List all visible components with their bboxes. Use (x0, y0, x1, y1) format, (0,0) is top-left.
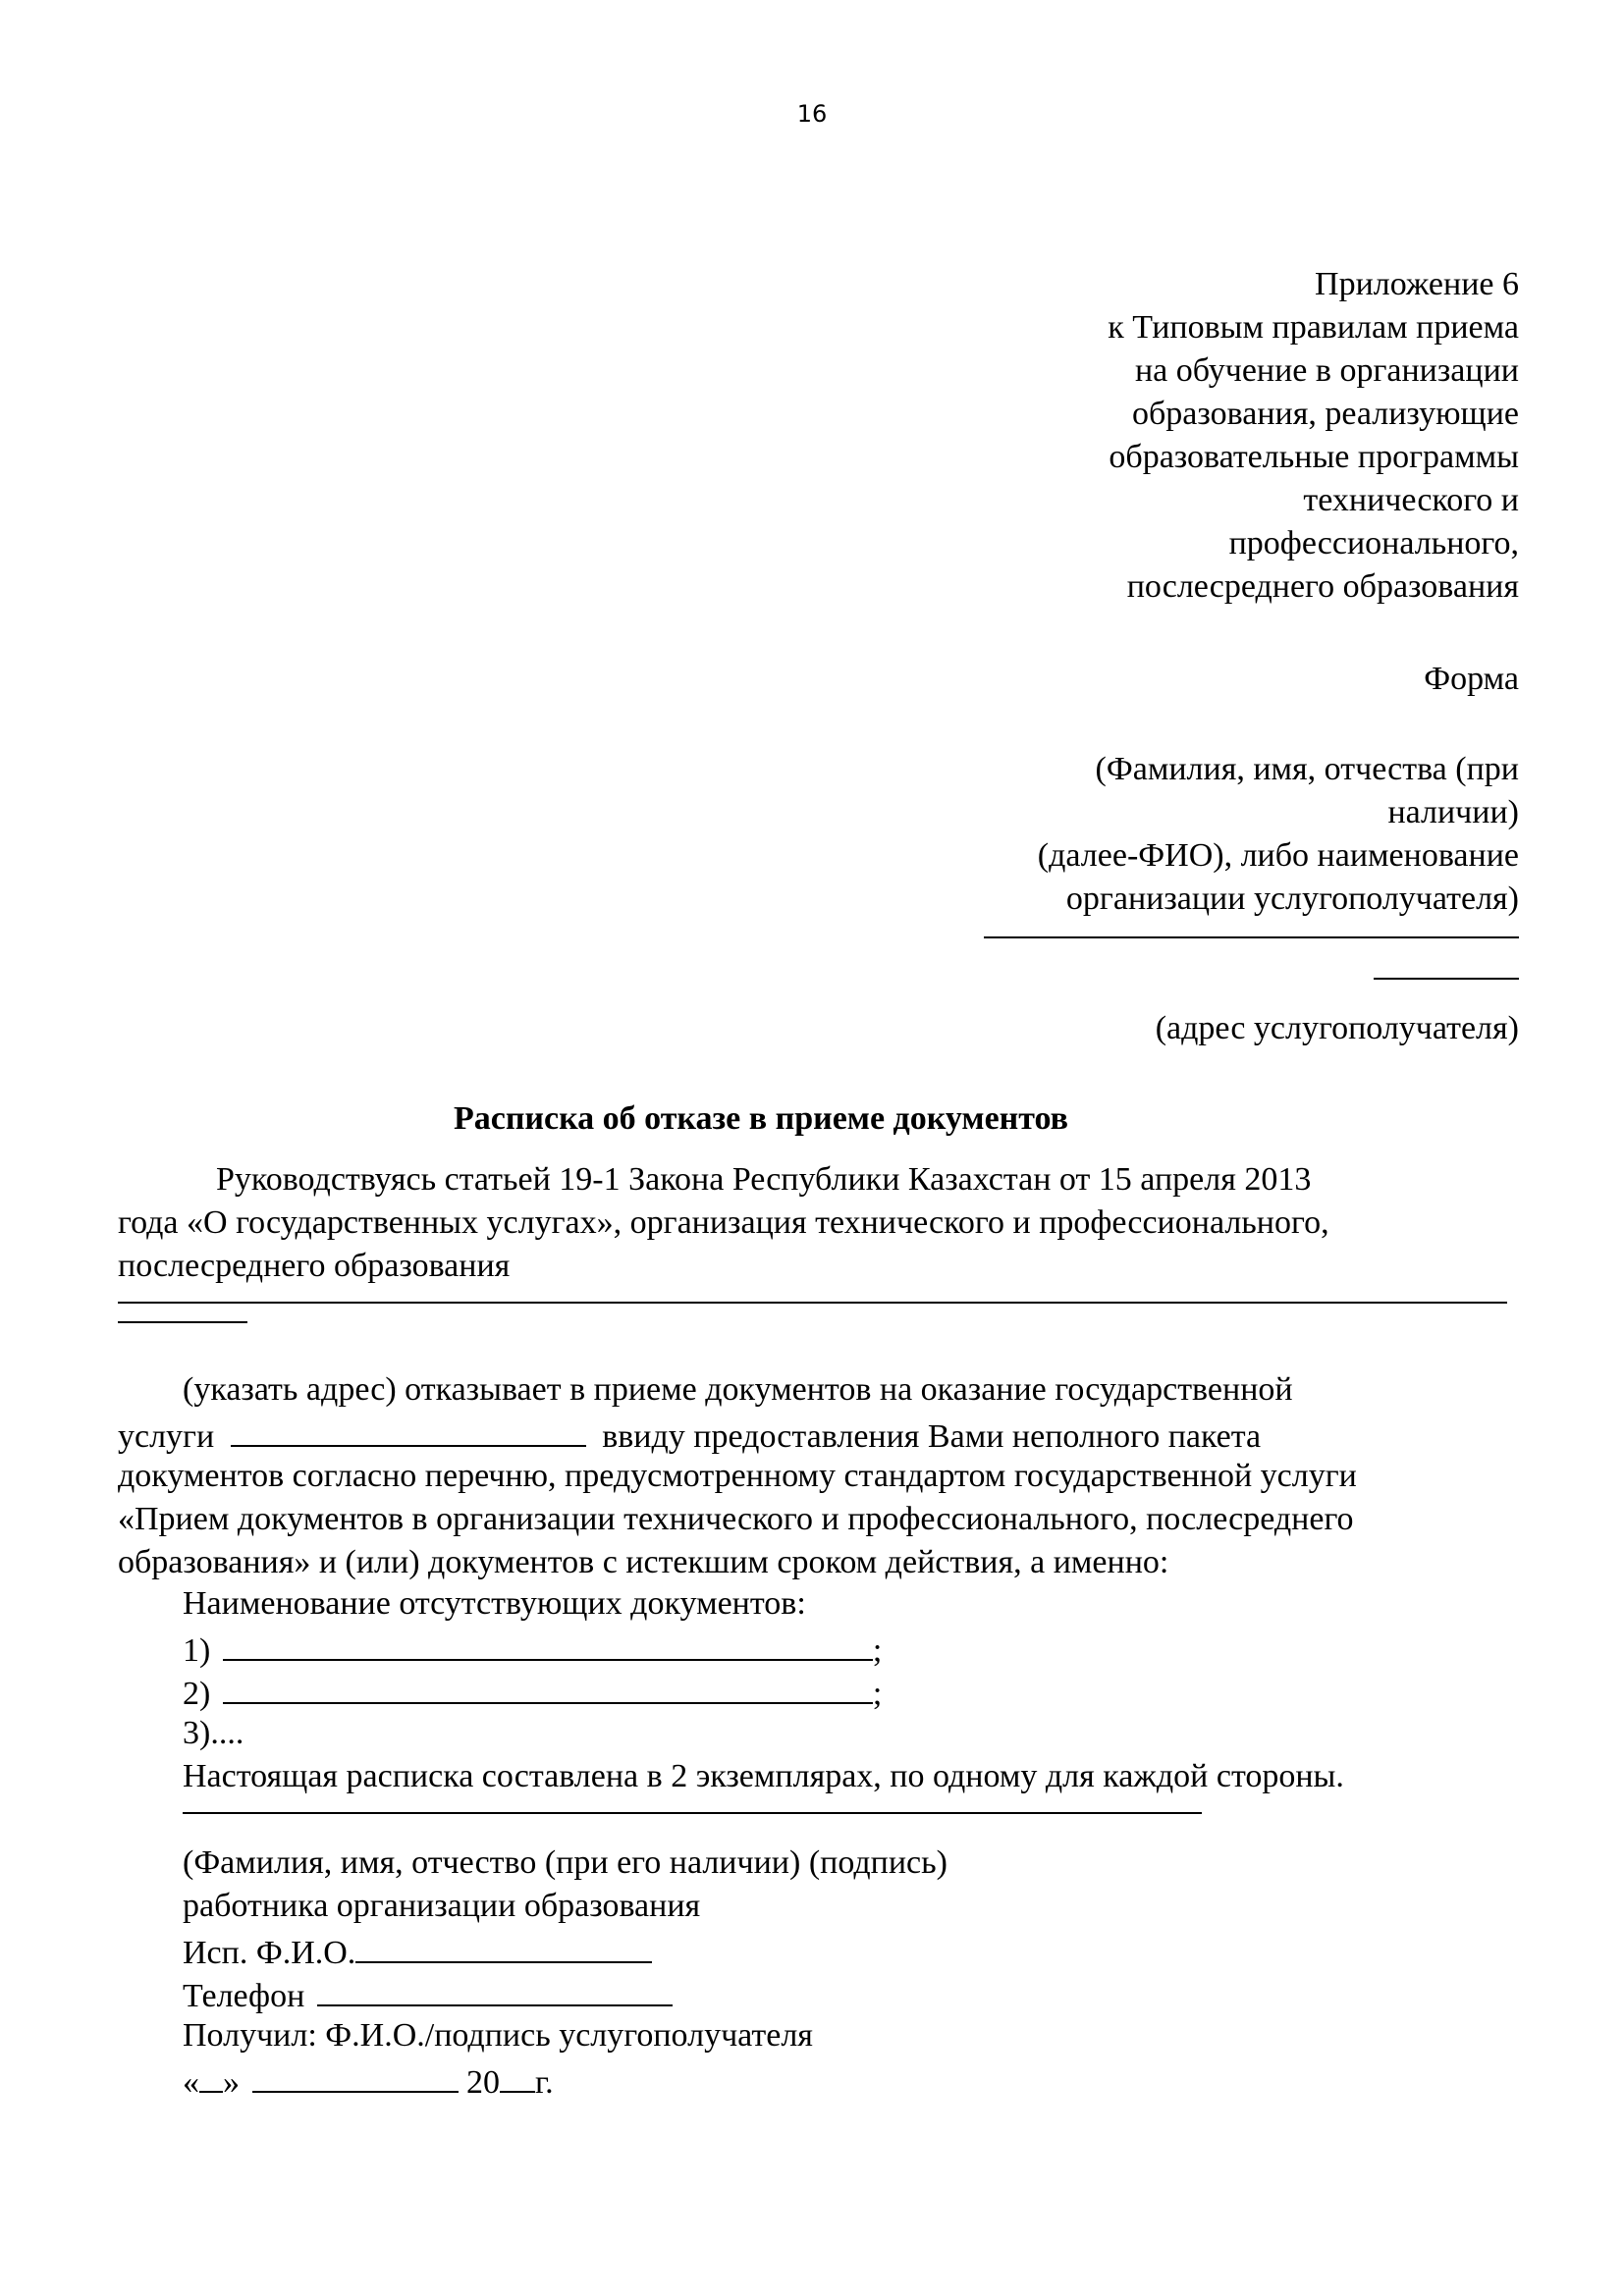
signature-caption: (Фамилия, имя, отчество (при его наличии) (подпись) (183, 1844, 947, 1881)
date-row (183, 2057, 1577, 2101)
appendix-line: послесреднего образования (1126, 568, 1519, 605)
appendix-line: образования, реализующие (1132, 396, 1519, 432)
appendix-line: Приложение 6 (1315, 266, 1519, 302)
year-prefix: 20 (466, 2064, 500, 2101)
missing-doc-item (183, 1626, 1577, 1669)
year-field[interactable] (500, 2057, 535, 2093)
received-label: Получил: Ф.И.О./подпись услугополучателя (183, 2017, 813, 2054)
executor-label: Исп. Ф.И.О. (183, 1935, 356, 1971)
executor-name-field[interactable] (355, 1928, 652, 1963)
recipient-line: организации услугополучателя) (1065, 881, 1519, 917)
missing-doc-item: 3).... (183, 1715, 244, 1751)
appendix-line: профессионального, (1228, 525, 1519, 561)
missing-doc-field-1[interactable] (223, 1626, 873, 1661)
missing-docs-heading: Наименование отсутствующих документов: (183, 1585, 806, 1622)
item-number: 1) (183, 1632, 211, 1669)
executor-row (183, 1928, 1577, 1971)
appendix-line: на обучение в организации (1134, 352, 1519, 389)
intro-line: послесреднего образования (118, 1248, 511, 1284)
item-number: 2) (183, 1676, 211, 1712)
quote-open: « (183, 2064, 199, 2101)
refusal-line (118, 1412, 1512, 1455)
refusal-line: «Прием документов в организации технического и профессионального, послесреднего (118, 1501, 1354, 1537)
copies-note: Настоящая расписка составлена в 2 экземплярах, по одному для каждой стороны. (183, 1758, 1344, 1794)
employee-signature-field[interactable] (183, 1798, 1577, 1842)
phone-field[interactable] (317, 1971, 673, 2006)
intro-line: года «О государственных услугах», организация технического и профессионального, (118, 1204, 1329, 1241)
appendix-line: технического и (1303, 482, 1519, 518)
refusal-line: (указать адрес) отказывает в приеме документов на оказание государственной (183, 1371, 1293, 1408)
intro-paragraph (118, 1158, 1512, 1374)
blank-line (118, 1321, 247, 1323)
item-end: ; (872, 1676, 883, 1712)
page-number: 16 (796, 100, 828, 128)
refusal-line: документов согласно перечню, предусмотренному стандартом государственной услуги (118, 1458, 1357, 1494)
service-name-field[interactable] (231, 1412, 586, 1447)
appendix-line: образовательные программы (1109, 439, 1519, 475)
intro-line: Руководствуясь статьей 19-1 Закона Республики Казахстан от 15 апреля 2013 (216, 1161, 1312, 1198)
recipient-line: (далее-ФИО), либо наименование (1037, 837, 1519, 874)
document-title: Расписка об отказе в приеме документов (453, 1100, 1069, 1137)
blank-line (183, 1812, 1202, 1814)
blank-line (118, 1302, 1507, 1304)
refusal-line: образования» и (или) документов с истекшим сроком действия, а именно: (118, 1544, 1169, 1580)
item-end: ; (872, 1632, 883, 1669)
quote-close: » (223, 2064, 240, 2101)
address-label: (адрес услугополучателя) (1155, 1010, 1519, 1046)
recipient-address-field[interactable] (1038, 964, 1519, 1007)
missing-documents-list (183, 1582, 1577, 2101)
phone-label: Телефон (183, 1978, 305, 2014)
form-label: Форма (1424, 661, 1519, 697)
blank-line (984, 936, 1519, 938)
recipient-line: наличии) (1387, 794, 1519, 830)
appendix-line: к Типовым правилам приема (1108, 309, 1519, 346)
month-field[interactable] (252, 2057, 459, 2093)
organization-field[interactable] (118, 1288, 1512, 1331)
refusal-paragraph (118, 1368, 1512, 1584)
year-suffix: г. (535, 2064, 554, 2101)
missing-doc-field-2[interactable] (223, 1669, 873, 1704)
recipient-block (1038, 748, 1519, 1050)
missing-doc-item (183, 1669, 1577, 1712)
blank-line (1374, 978, 1519, 980)
recipient-line: (Фамилия, имя, отчества (при (1095, 751, 1519, 787)
service-label: услуги (118, 1418, 215, 1455)
day-field[interactable] (199, 2057, 223, 2093)
refusal-line-text: ввиду предоставления Вами неполного пакета (602, 1418, 1262, 1455)
signature-caption: работника организации образования (183, 1888, 701, 1924)
recipient-name-field[interactable] (1038, 921, 1519, 964)
appendix-header (1108, 263, 1519, 609)
phone-row (183, 1971, 1577, 2014)
